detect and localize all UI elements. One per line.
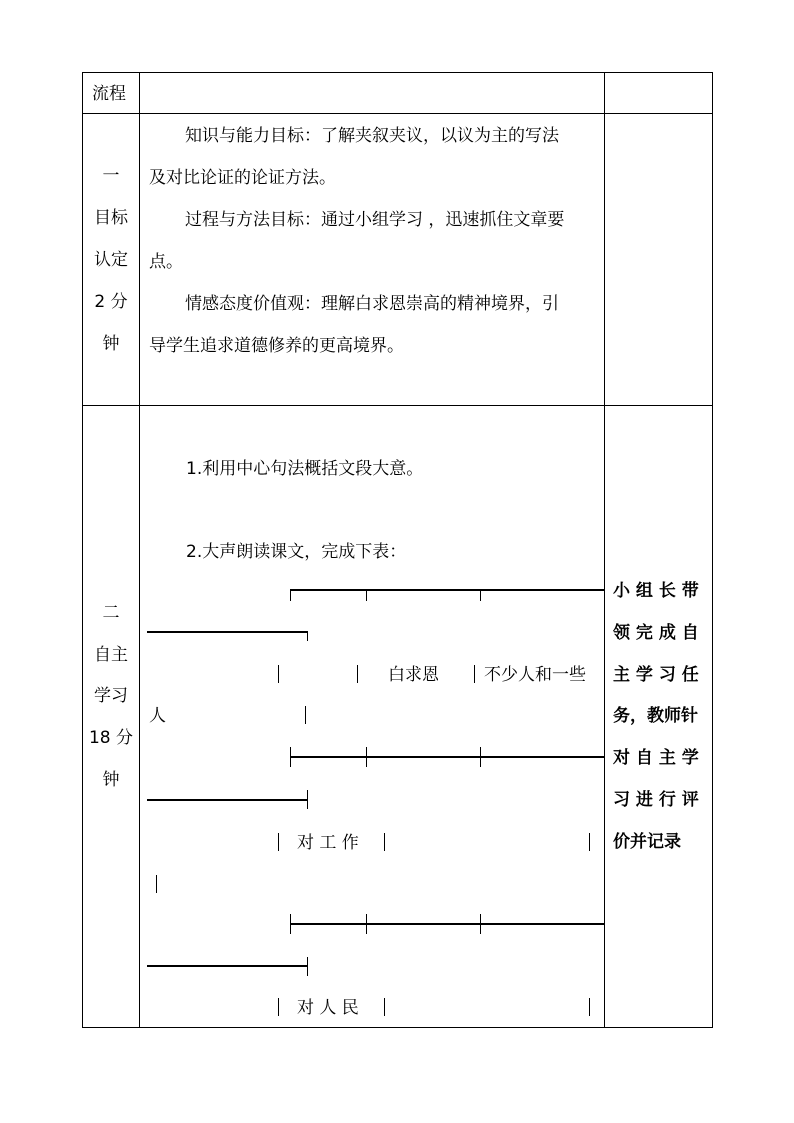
figure-bar: [156, 875, 157, 893]
table-border-top: [82, 72, 713, 73]
section2-note-line-7: 价并记录: [613, 832, 681, 852]
header-process-label: 流程: [92, 84, 126, 104]
section2-note-line-1: 小 组 长 带: [613, 581, 699, 601]
figure-bar: [384, 998, 385, 1016]
figure-tick: [480, 747, 481, 767]
figure-bar: [278, 665, 279, 683]
section2-note-line-3: 主 学 习 任: [613, 665, 699, 685]
figure-person-others-wrap: 人: [149, 706, 166, 726]
figure-tick: [307, 631, 308, 641]
figure-tick: [290, 914, 291, 934]
section2-step-unit: 钟: [102, 770, 120, 790]
table-row-divider-2: [82, 405, 713, 406]
figure-bar: [384, 833, 385, 851]
section2-step-time: 18 分: [88, 728, 134, 748]
task-2: 2.大声朗读课文，完成下表：: [186, 542, 407, 562]
figure-rule: [147, 631, 308, 633]
section1-step-unit: 钟: [102, 334, 120, 354]
section2-note-line-5: 对 自 主 学: [613, 748, 699, 768]
section2-step-number: 二: [102, 603, 120, 623]
section2-note-line-4: 务，教师针: [613, 706, 698, 726]
figure-bar: [589, 833, 590, 851]
section1-step-time: 2 分: [94, 292, 128, 312]
figure-person-bethune: 白求恩: [388, 665, 439, 685]
figure-tick: [307, 790, 308, 809]
section2-step-name-1: 自主: [94, 645, 128, 665]
figure-rule: [290, 923, 604, 925]
figure-row-work: 对 工 作: [297, 833, 359, 853]
table-border-right: [712, 72, 713, 1028]
figure-bar: [305, 706, 306, 724]
figure-bar: [589, 998, 590, 1016]
goal-emotion-line2: 导学生追求道德修养的更高境界。: [149, 336, 404, 356]
figure-tick: [480, 589, 481, 601]
goal-knowledge-line2: 及对比论证的论证方法。: [149, 168, 336, 188]
figure-tick: [366, 747, 367, 767]
goal-emotion-line1: 情感态度价值观：理解白求恩崇高的精神境界，引: [185, 294, 559, 314]
goal-process-line1: 过程与方法目标：通过小组学习 ，迅速抓住文章要: [185, 210, 565, 230]
section2-note-line-2: 领 完 成 自: [613, 623, 699, 643]
figure-tick: [290, 747, 291, 767]
table-col-divider-1: [139, 72, 140, 1028]
goal-knowledge-line1: 知识与能力目标：了解夹叙夹议，以议为主的写法: [185, 126, 559, 146]
figure-row-people: 对 人 民: [297, 998, 359, 1018]
section2-note-line-6: 习 进 行 评: [613, 790, 699, 810]
figure-bar: [474, 665, 475, 683]
figure-tick: [480, 914, 481, 934]
section1-step-name-1: 目标: [94, 208, 128, 228]
figure-tick: [366, 914, 367, 934]
section2-step-name-2: 学习: [94, 686, 128, 706]
figure-rule: [147, 965, 308, 967]
figure-person-others: 不少人和一些: [484, 665, 586, 685]
figure-tick: [366, 589, 367, 601]
figure-tick: [307, 957, 308, 976]
task-1: 1.利用中心句法概括文段大意。: [186, 459, 424, 479]
figure-bar: [278, 833, 279, 851]
figure-rule: [290, 589, 604, 591]
section1-step-number: 一: [102, 166, 120, 186]
table-row-divider-1: [82, 113, 713, 114]
figure-bar: [357, 665, 358, 683]
table-border-bottom: [82, 1027, 713, 1028]
figure-bar: [278, 998, 279, 1016]
figure-tick: [290, 589, 291, 601]
figure-rule: [290, 756, 604, 758]
figure-rule: [147, 799, 308, 801]
section1-step-name-2: 认定: [94, 250, 128, 270]
table-col-divider-2: [604, 72, 605, 1028]
goal-process-line2: 点。: [149, 252, 183, 272]
